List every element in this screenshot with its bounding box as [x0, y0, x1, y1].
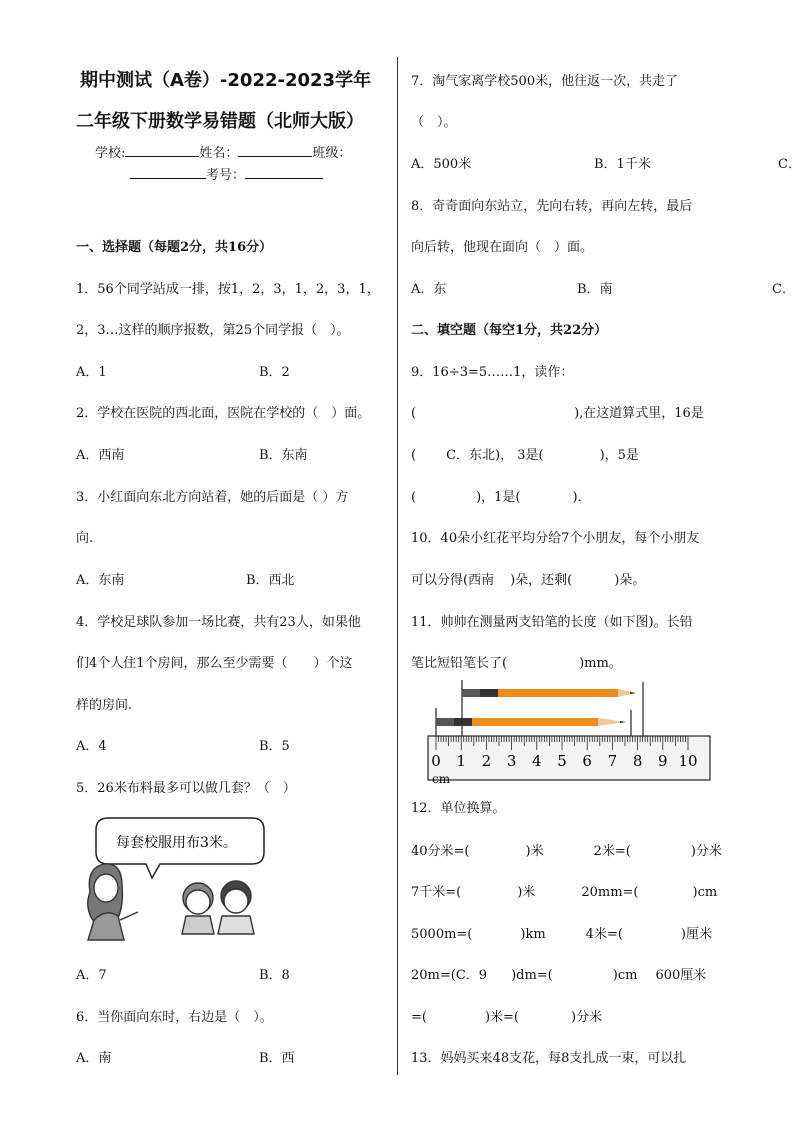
- q10-line2: 可以分得(西南 )朵，还剩( )朵。: [411, 573, 646, 588]
- q12-row2: 7千米=( )米 20mm=( )cm: [411, 885, 718, 900]
- title-line1: 期中测试（A卷）-2022-2023学年: [80, 70, 372, 91]
- q7-option-b[interactable]: B．1千米: [594, 157, 651, 172]
- name-field[interactable]: [238, 144, 312, 157]
- q8-line2: 向后转，他现在面向（ ）面。: [411, 240, 594, 255]
- q1-option-b[interactable]: B．2: [259, 365, 290, 380]
- q3-line1: 3．小红面向东北方向站着，她的后面是（ ）方: [76, 490, 349, 505]
- ruler-label: 2: [481, 752, 492, 770]
- name-label: 姓名：: [199, 146, 239, 161]
- q6-option-a[interactable]: A．南: [76, 1051, 112, 1066]
- stray-option-text-3: C．9: [455, 968, 488, 983]
- q12-row4: 20m=(C．9 )dm=( )cm 600厘米: [411, 968, 707, 983]
- q9-line2: ( ),在这道算式里，16是: [411, 406, 704, 421]
- q8-option-b[interactable]: B．南: [577, 282, 613, 297]
- q2-text: 2．学校在医院的西北面，医院在学校的（ ）面。: [76, 406, 371, 421]
- q4-line1: 4．学校足球队参加一场比赛，共有23人，如果他: [76, 615, 361, 630]
- q4-option-b[interactable]: B．5: [259, 739, 290, 754]
- ruler-label: 4: [532, 752, 542, 770]
- q8-option-c[interactable]: C．: [772, 282, 795, 297]
- q12-row1: 40分米=( )米 2米=( )分米: [411, 844, 722, 859]
- bubble-text: 每套校服用布3米。: [116, 835, 237, 851]
- q1-option-a[interactable]: A．1: [76, 365, 107, 380]
- q5-illustration: [80, 812, 280, 942]
- q11-line2: 笔比短铅笔长了( )mm。: [411, 656, 622, 671]
- section-fill: 二、填空题（每空1分，共22分）: [411, 323, 608, 338]
- ruler-label: 5: [557, 752, 567, 770]
- title-line2: 二年级下册数学易错题（北师大版）: [76, 111, 364, 132]
- q3-line2: 向.: [76, 531, 94, 546]
- class-label: 班级：: [312, 146, 352, 161]
- short-pencil: [436, 718, 626, 726]
- q9-line4: ( )，1是( )．: [411, 490, 591, 505]
- q7-line2: （ ）。: [411, 115, 457, 130]
- long-pencil: [462, 689, 636, 697]
- q12-row5: =( )米=( )分米: [411, 1010, 603, 1025]
- column-divider: [397, 57, 398, 1075]
- ruler-label: 7: [607, 752, 618, 770]
- school-field[interactable]: [125, 144, 199, 157]
- ruler: [428, 736, 710, 780]
- q4-line2: 们4个人住1个房间，那么至少需要（ ）个这: [76, 656, 353, 671]
- q10-line1: 10．40朵小红花平均分给7个小朋友，每个小朋友: [411, 531, 700, 546]
- q3-option-a[interactable]: A．东南: [76, 573, 125, 588]
- stray-option-text: C．东北: [446, 448, 496, 463]
- q7-line1: 7．淘气家离学校500米，他往返一次，共走了: [411, 74, 679, 89]
- stray-option-text-2: 西南: [468, 573, 495, 588]
- ruler-label: 0: [431, 752, 441, 770]
- q9-line1: 9．16÷3=5……1，读作：: [411, 365, 574, 380]
- class-field[interactable]: [130, 166, 206, 179]
- q13-line1: 13．妈妈买来48支花，每8支扎成一束，可以扎: [411, 1051, 687, 1066]
- teacher-figure: [88, 864, 138, 940]
- ruler-label: 10: [678, 752, 698, 770]
- q4-line3: 样的房间.: [76, 698, 133, 713]
- q12-title: 12．单位换算。: [411, 801, 506, 816]
- info-row2: [130, 164, 323, 183]
- q2-option-a[interactable]: A．西南: [76, 448, 125, 463]
- ruler-label: 1: [456, 752, 466, 770]
- q5-text: 5．26米布料最多可以做几套？（ ）: [76, 781, 296, 796]
- q1-line2: 2，3…这样的顺序报数，第25个同学报（ ）。: [76, 323, 350, 338]
- exam-no-field[interactable]: [245, 166, 323, 179]
- ruler-label: 3: [506, 752, 517, 770]
- exam-no-label: 考号：: [206, 168, 246, 183]
- boy-figure: [218, 881, 254, 934]
- school-label: 学校:: [95, 146, 126, 161]
- pencil-ruler-figure: [424, 680, 714, 786]
- ruler-unit: cm: [432, 772, 451, 786]
- ruler-label: 6: [582, 752, 592, 770]
- q7-option-c[interactable]: C．: [778, 157, 801, 172]
- ruler-label: 9: [658, 752, 668, 770]
- q3-option-b[interactable]: B．西北: [246, 573, 295, 588]
- q4-option-a[interactable]: A．4: [76, 739, 107, 754]
- q5-option-b[interactable]: B．8: [259, 968, 290, 983]
- q2-option-b[interactable]: B．东南: [259, 448, 308, 463]
- girl-figure: [182, 883, 214, 934]
- q11-line1: 11．帅帅在测量两支铅笔的长度（如下图)。长铅: [411, 615, 693, 630]
- q9-line3: ( C．东北)， 3是( )，5是: [411, 448, 639, 463]
- q12-row3: 5000m=( )km 4米=( )厘米: [411, 927, 712, 942]
- q8-option-a[interactable]: A．东: [411, 282, 447, 297]
- section-choice: 一、选择题（每题2分，共16分）: [76, 240, 273, 255]
- q6-option-b[interactable]: B．西: [259, 1051, 295, 1066]
- q1-line1: 1．56个同学站成一排，按1，2，3，1，2，3，1，: [76, 282, 380, 297]
- q8-line1: 8．奇奇面向东站立，先向右转，再向左转，最后: [411, 199, 693, 214]
- ruler-label: 8: [632, 752, 643, 770]
- q6-text: 6．当你面向东时，右边是（ ）。: [76, 1010, 273, 1025]
- q5-option-a[interactable]: A．7: [76, 968, 107, 983]
- q7-option-a[interactable]: A．500米: [411, 157, 472, 172]
- info-row1: [95, 142, 351, 161]
